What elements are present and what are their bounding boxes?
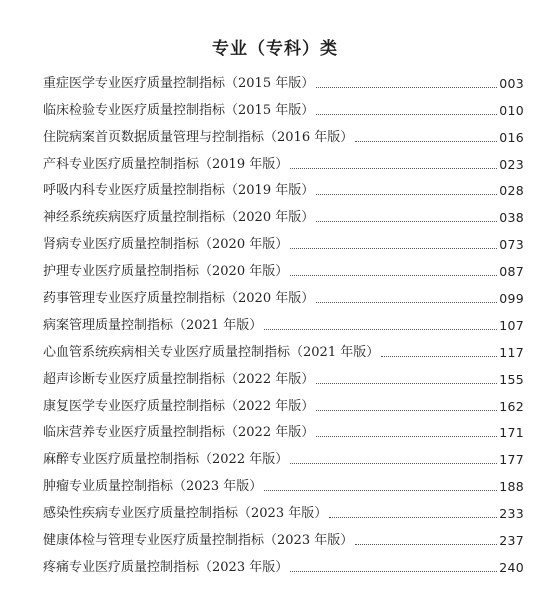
dot-leader [316, 221, 497, 222]
toc-entry-title[interactable]: 产科专业医疗质量控制指标（2019 年版） [43, 156, 289, 172]
toc-entry-title[interactable]: 肿瘤专业质量控制指标（2023 年版） [43, 479, 263, 495]
dot-leader [316, 194, 497, 195]
toc-page-number: 028 [499, 183, 524, 199]
dot-leader [381, 356, 497, 357]
dot-leader [316, 383, 497, 384]
toc-row[interactable] [43, 362, 524, 389]
toc-row[interactable] [43, 174, 524, 201]
section-title: 专业（专科）类 [212, 39, 338, 59]
toc-entry-title[interactable]: 临床营养专业医疗质量控制指标（2022 年版） [43, 425, 315, 441]
toc-page-number: 162 [499, 398, 524, 414]
toc-page-number: 188 [499, 479, 524, 495]
toc-row[interactable] [43, 93, 524, 120]
dot-leader [329, 517, 497, 518]
toc-row[interactable] [43, 550, 524, 577]
dot-leader [264, 490, 497, 491]
toc-page-number: 233 [499, 506, 524, 522]
toc-row[interactable] [43, 523, 524, 550]
toc-page-number: 087 [499, 264, 524, 280]
toc-row[interactable] [43, 442, 524, 469]
toc-entry-title[interactable]: 病案管理质量控制指标（2021 年版） [43, 317, 263, 333]
dot-leader [290, 168, 497, 169]
toc-page-number: 073 [499, 237, 524, 253]
toc-row[interactable] [43, 200, 524, 227]
dot-leader [316, 302, 497, 303]
toc-row[interactable] [43, 416, 524, 443]
dot-leader [316, 410, 497, 411]
toc-page-number: 155 [499, 371, 524, 387]
toc-entry-title[interactable]: 重症医学专业医疗质量控制指标（2015 年版） [43, 75, 315, 91]
toc-row[interactable] [43, 227, 524, 254]
toc-entry-title[interactable]: 健康体检与管理专业医疗质量控制指标（2023 年版） [43, 533, 354, 549]
toc-row[interactable] [43, 254, 524, 281]
toc-entry-title[interactable]: 感染性疾病专业医疗质量控制指标（2023 年版） [43, 506, 328, 522]
toc-page-number: 003 [499, 75, 524, 91]
toc-row[interactable] [43, 389, 524, 416]
dot-leader [316, 436, 497, 437]
toc-entry-title[interactable]: 超声诊断专业医疗质量控制指标（2022 年版） [43, 371, 315, 387]
toc-entry-title[interactable]: 住院病案首页数据质量管理与控制指标（2016 年版） [43, 129, 354, 145]
toc-entry-title[interactable]: 康复医学专业医疗质量控制指标（2022 年版） [43, 398, 315, 414]
dot-leader [290, 463, 497, 464]
toc-row[interactable] [43, 120, 524, 147]
toc-page-number: 237 [499, 533, 524, 549]
toc-row[interactable] [43, 335, 524, 362]
toc-page-number: 171 [499, 425, 524, 441]
toc-page-number: 038 [499, 210, 524, 226]
toc-entry-title[interactable]: 疼痛专业医疗质量控制指标（2023 年版） [43, 559, 289, 575]
toc-row[interactable] [43, 147, 524, 174]
toc-entry-title[interactable]: 心血管系统疾病相关专业医疗质量控制指标（2021 年版） [43, 344, 380, 360]
toc-row[interactable] [43, 496, 524, 523]
toc-entry-title[interactable]: 护理专业医疗质量控制指标（2020 年版） [43, 264, 289, 280]
toc-page-number: 010 [499, 102, 524, 118]
toc-entry-title[interactable]: 呼吸内科专业医疗质量控制指标（2019 年版） [43, 183, 315, 199]
dot-leader [264, 329, 497, 330]
toc-page-number: 117 [499, 344, 524, 360]
dot-leader [290, 275, 497, 276]
dot-leader [316, 87, 497, 88]
toc-row[interactable] [43, 281, 524, 308]
dot-leader [355, 544, 497, 545]
toc-row[interactable] [43, 66, 524, 93]
dot-leader [290, 571, 497, 572]
dot-leader [316, 114, 497, 115]
toc-page-number: 177 [499, 452, 524, 468]
toc-entry-title[interactable]: 肾病专业医疗质量控制指标（2020 年版） [43, 237, 289, 253]
toc-page-number: 099 [499, 291, 524, 307]
toc-entry-title[interactable]: 药事管理专业医疗质量控制指标（2020 年版） [43, 291, 315, 307]
toc-entry-title[interactable]: 麻醉专业医疗质量控制指标（2022 年版） [43, 452, 289, 468]
toc-row[interactable] [43, 308, 524, 335]
toc-row[interactable] [43, 469, 524, 496]
toc-page-number: 023 [499, 156, 524, 172]
dot-leader [290, 248, 497, 249]
toc-entry-title[interactable]: 临床检验专业医疗质量控制指标（2015 年版） [43, 102, 315, 118]
toc-list [43, 66, 524, 577]
toc-entry-title[interactable]: 神经系统疾病医疗质量控制指标（2020 年版） [43, 210, 315, 226]
dot-leader [355, 141, 497, 142]
toc-page-number: 016 [499, 129, 524, 145]
toc-page-number: 240 [499, 559, 524, 575]
toc-page-number: 107 [499, 317, 524, 333]
